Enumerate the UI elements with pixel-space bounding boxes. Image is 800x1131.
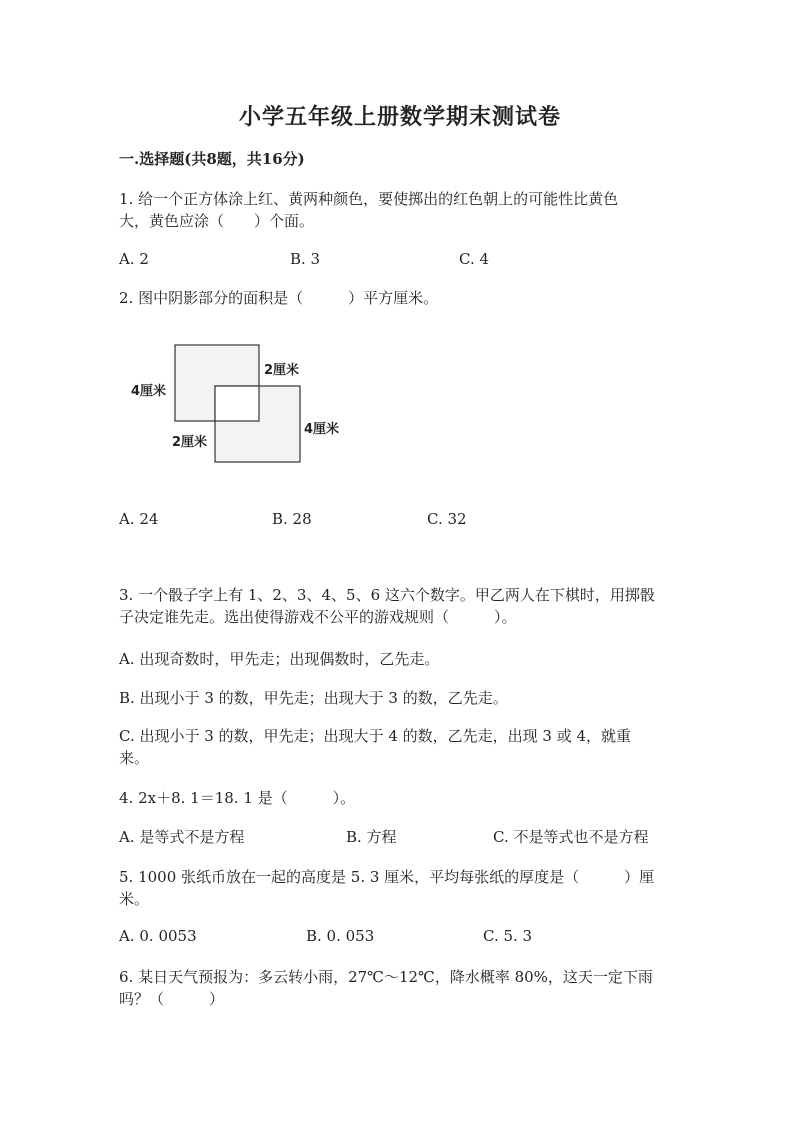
- question-2-line-1: 2. 图中阴影部分的面积是（ ）平方厘米。: [119, 289, 439, 307]
- figure-label-right: 4厘米: [304, 422, 340, 437]
- page-title: 小学五年级上册数学期末测试卷: [238, 104, 561, 130]
- question-4-line-1: 4. 2x＋8. 1＝18. 1 是（ ）。: [119, 789, 356, 807]
- question-2-option-c: C. 32: [427, 510, 467, 528]
- question-2-option-a: A. 24: [119, 510, 159, 528]
- question-1-option-a: A. 2: [119, 250, 149, 268]
- question-6-line-1: 6. 某日天气预报为：多云转小雨，27℃～12℃，降水概率 80%，这天一定下雨: [119, 968, 653, 986]
- question-5-line-2: 米。: [119, 890, 150, 908]
- overlap-region: [215, 386, 259, 421]
- question-1-line-2: 大，黄色应涂（ ）个面。: [119, 212, 315, 230]
- squares-figure: [120, 335, 360, 470]
- question-3-option-c-cont: 来。: [119, 749, 150, 767]
- question-5-option-a: A. 0. 0053: [119, 927, 197, 945]
- question-3-option-c: C. 出现小于 3 的数，甲先走；出现大于 4 的数，乙先走，出现 3 或 4，就重: [119, 727, 632, 745]
- question-3-line-1: 3. 一个骰子字上有 1、2、3、4、5、6 这六个数字。甲乙两人在下棋时，用掷骰: [119, 586, 655, 604]
- section-heading: 一.选择题(共8题，共16分): [119, 150, 305, 168]
- figure-label-top-right: 2厘米: [264, 363, 300, 378]
- question-4-option-a: A. 是等式不是方程: [119, 828, 245, 846]
- question-5-option-b: B. 0. 053: [306, 927, 375, 945]
- figure-label-bottom-left: 2厘米: [172, 435, 208, 450]
- question-1-option-b: B. 3: [290, 250, 321, 268]
- question-1-option-c: C. 4: [459, 250, 490, 268]
- question-5-option-c: C. 5. 3: [483, 927, 533, 945]
- question-1-line-1: 1. 给一个正方体涂上红、黄两种颜色，要使掷出的红色朝上的可能性比黄色: [119, 190, 619, 208]
- question-4-option-b: B. 方程: [346, 828, 397, 846]
- question-6-line-2: 吗？（ ）: [119, 990, 225, 1008]
- question-3-option-a: A. 出现奇数时，甲先走；出现偶数时，乙先走。: [119, 650, 440, 668]
- question-3-option-b: B. 出现小于 3 的数，甲先走；出现大于 3 的数，乙先走。: [119, 689, 508, 707]
- question-4-option-c: C. 不是等式也不是方程: [493, 828, 649, 846]
- question-2-option-b: B. 28: [272, 510, 312, 528]
- question-5-line-1: 5. 1000 张纸币放在一起的高度是 5. 3 厘米，平均每张纸的厚度是（ ）厘: [119, 868, 655, 886]
- figure-label-left: 4厘米: [131, 384, 167, 399]
- question-3-line-2: 子决定谁先走。选出使得游戏不公平的游戏规则（ ）。: [119, 608, 517, 626]
